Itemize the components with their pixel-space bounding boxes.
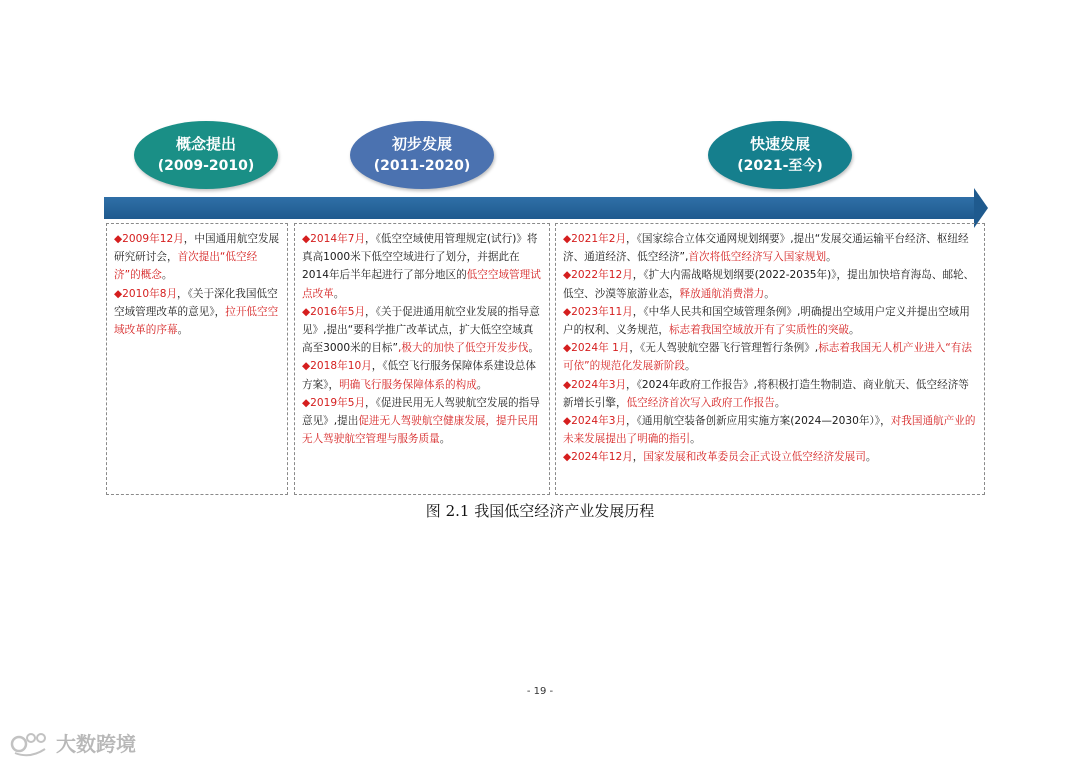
item-date: 2018年10月 bbox=[310, 360, 372, 373]
item-text: ，《低空飞行服务保障体系建设总体方案》， bbox=[302, 360, 536, 391]
item-text: ， bbox=[632, 451, 644, 464]
item-text: ，《通用航空装备创新应用实施方案(2024—2030年）》， bbox=[626, 415, 891, 428]
timeline-item bbox=[563, 303, 977, 339]
stage-title: 初步发展 bbox=[391, 135, 452, 153]
item-end: 。 bbox=[690, 433, 701, 446]
item-highlight: 首次提出“低空经济”的概念 bbox=[114, 251, 258, 282]
item-end: 。 bbox=[849, 324, 860, 337]
stage-title: 快速发展 bbox=[749, 135, 810, 153]
item-highlight: 促进无人驾驶航空健康发展，提升民用无人驾驶航空管理与服务质量 bbox=[302, 415, 539, 446]
timeline-item bbox=[114, 230, 280, 285]
item-end: 。 bbox=[476, 378, 488, 391]
watermark bbox=[10, 728, 136, 757]
diamond-bullet-icon: ◆ bbox=[114, 233, 123, 245]
item-date: 2016年5月 bbox=[310, 305, 366, 318]
item-end: 。 bbox=[774, 396, 786, 409]
diamond-bullet-icon: ◆ bbox=[302, 360, 311, 373]
timeline-column-concept bbox=[106, 223, 288, 495]
timeline-column-initial bbox=[294, 223, 550, 495]
stage-title: 概念提出 bbox=[175, 135, 236, 153]
item-end: 。 bbox=[685, 360, 696, 373]
diamond-bullet-icon: ◆ bbox=[563, 415, 572, 428]
diamond-bullet-icon: ◆ bbox=[302, 305, 311, 318]
item-highlight: 国家发展和改革委员会正式设立低空经济发展司 bbox=[643, 451, 866, 464]
item-end: 。 bbox=[826, 251, 837, 264]
timeline-arrow-shaft bbox=[104, 197, 976, 219]
timeline-item bbox=[114, 285, 280, 340]
diamond-bullet-icon: ◆ bbox=[114, 287, 123, 300]
item-text: ，《关于促进通用航空业发展的指导意见》,提出“要科学推广改革试点，扩大低空空域真高至3000米的目标” bbox=[302, 305, 540, 355]
timeline-item bbox=[302, 357, 542, 393]
item-highlight: ,极大的加快了低空开发步伐 bbox=[398, 342, 529, 355]
item-highlight: 拉开低空空域改革的序幕 bbox=[114, 305, 279, 337]
item-text: ，《促进民用无人驾驶航空发展的指导意见》,提出 bbox=[302, 396, 540, 428]
item-date: 2024年3月 bbox=[571, 415, 627, 428]
timeline-item bbox=[563, 448, 977, 466]
item-date: 2024年 1月 bbox=[571, 342, 630, 355]
item-end: 。 bbox=[439, 433, 451, 446]
timeline-item bbox=[563, 376, 977, 412]
item-text: ，《低空空域使用管理规定(试行)》将真高1000米下低空空域进行了划分，并据此在2014年后半年起进行了部分地区的 bbox=[302, 233, 538, 282]
diamond-bullet-icon: ◆ bbox=[563, 342, 572, 355]
item-text: ，中国通用航空发展研究研讨会， bbox=[114, 233, 280, 264]
timeline-arrow-head bbox=[974, 188, 988, 228]
item-highlight: 标志着我国空域放开有了实质性的突破 bbox=[668, 324, 850, 337]
item-text: ，《扩大内需战略规划纲要(2022-2035年)》，提出加快培育海岛、邮轮、低空、沙漠等旅游业态， bbox=[563, 269, 975, 300]
figure-caption: 图 2.1 我国低空经济产业发展历程 bbox=[425, 502, 655, 520]
item-highlight: 首次将低空经济写入国家规划 bbox=[688, 251, 827, 264]
stage-years: (2021-至今) bbox=[737, 158, 823, 174]
stage-initial-ellipse bbox=[350, 121, 494, 189]
item-date: 2009年12月 bbox=[122, 233, 184, 245]
timeline-item bbox=[302, 230, 542, 303]
item-end: 。 bbox=[161, 269, 173, 282]
timeline-item bbox=[563, 412, 977, 448]
item-text: ，《中华人民共和国空域管理条例》,明确提出空域用户定义并提出空域用户的权利、义务规范， bbox=[563, 305, 970, 337]
item-end: 。 bbox=[333, 287, 345, 300]
watermark-text: 大数跨境 bbox=[56, 732, 136, 756]
item-end: 。 bbox=[764, 287, 775, 300]
item-highlight: 明确飞行服务保障体系的构成 bbox=[339, 378, 477, 391]
item-end: 。 bbox=[865, 451, 877, 464]
item-date: 2023年11月 bbox=[571, 305, 633, 318]
diamond-bullet-icon: ◆ bbox=[563, 378, 572, 391]
item-end: 。 bbox=[528, 342, 540, 355]
watermark-logo-icon bbox=[10, 729, 50, 757]
item-date: 2014年7月 bbox=[310, 233, 366, 245]
stage-concept-ellipse bbox=[134, 121, 278, 189]
item-highlight: 低空经济首次写入政府工作报告 bbox=[626, 396, 775, 409]
item-highlight: 对我国通航产业的未来发展提出了明确的指引 bbox=[563, 415, 976, 446]
item-date: 2022年12月 bbox=[571, 269, 633, 282]
timeline-column-rapid bbox=[555, 223, 985, 495]
diamond-bullet-icon: ◆ bbox=[563, 451, 572, 464]
stage-years: (2011-2020) bbox=[373, 158, 471, 174]
item-date: 2021年2月 bbox=[571, 233, 627, 245]
item-text: ，《2024年政府工作报告》,将积极打造生物制造、商业航天、低空经济等新增长引擎， bbox=[563, 378, 969, 409]
diamond-bullet-icon: ◆ bbox=[563, 305, 572, 318]
diamond-bullet-icon: ◆ bbox=[563, 233, 572, 245]
item-highlight: 释放通航消费潜力 bbox=[679, 287, 765, 300]
timeline-item bbox=[563, 339, 977, 375]
stage-rapid-ellipse bbox=[708, 121, 852, 189]
timeline-item bbox=[563, 230, 977, 266]
item-end: 。 bbox=[177, 324, 189, 337]
diamond-bullet-icon: ◆ bbox=[302, 233, 311, 245]
item-highlight: 低空空域管理试点改革 bbox=[302, 269, 541, 300]
item-date: 2010年8月 bbox=[122, 287, 178, 300]
diamond-bullet-icon: ◆ bbox=[563, 269, 572, 282]
stage-years: (2009-2010) bbox=[157, 158, 255, 174]
item-date: 2024年3月 bbox=[571, 378, 627, 391]
item-text: ，《国家综合立体交通网规划纲要》,提出“发展交通运输平台经济、枢纽经济、通道经济、低空经济”, bbox=[563, 233, 969, 264]
item-date: 2024年12月 bbox=[571, 451, 633, 464]
item-text: ，《关于深化我国低空空域管理改革的意见》， bbox=[114, 287, 278, 318]
item-date: 2019年5月 bbox=[310, 396, 366, 409]
timeline-item bbox=[563, 266, 977, 302]
diamond-bullet-icon: ◆ bbox=[302, 396, 311, 409]
page-number: - 19 - bbox=[526, 686, 554, 697]
item-highlight: 标志着我国无人机产业进入“有法可依”的规范化发展新阶段 bbox=[563, 342, 972, 373]
timeline-item bbox=[302, 394, 542, 449]
item-text: ，《无人驾驶航空器飞行管理暂行条例》, bbox=[629, 342, 819, 355]
timeline-item bbox=[302, 303, 542, 358]
